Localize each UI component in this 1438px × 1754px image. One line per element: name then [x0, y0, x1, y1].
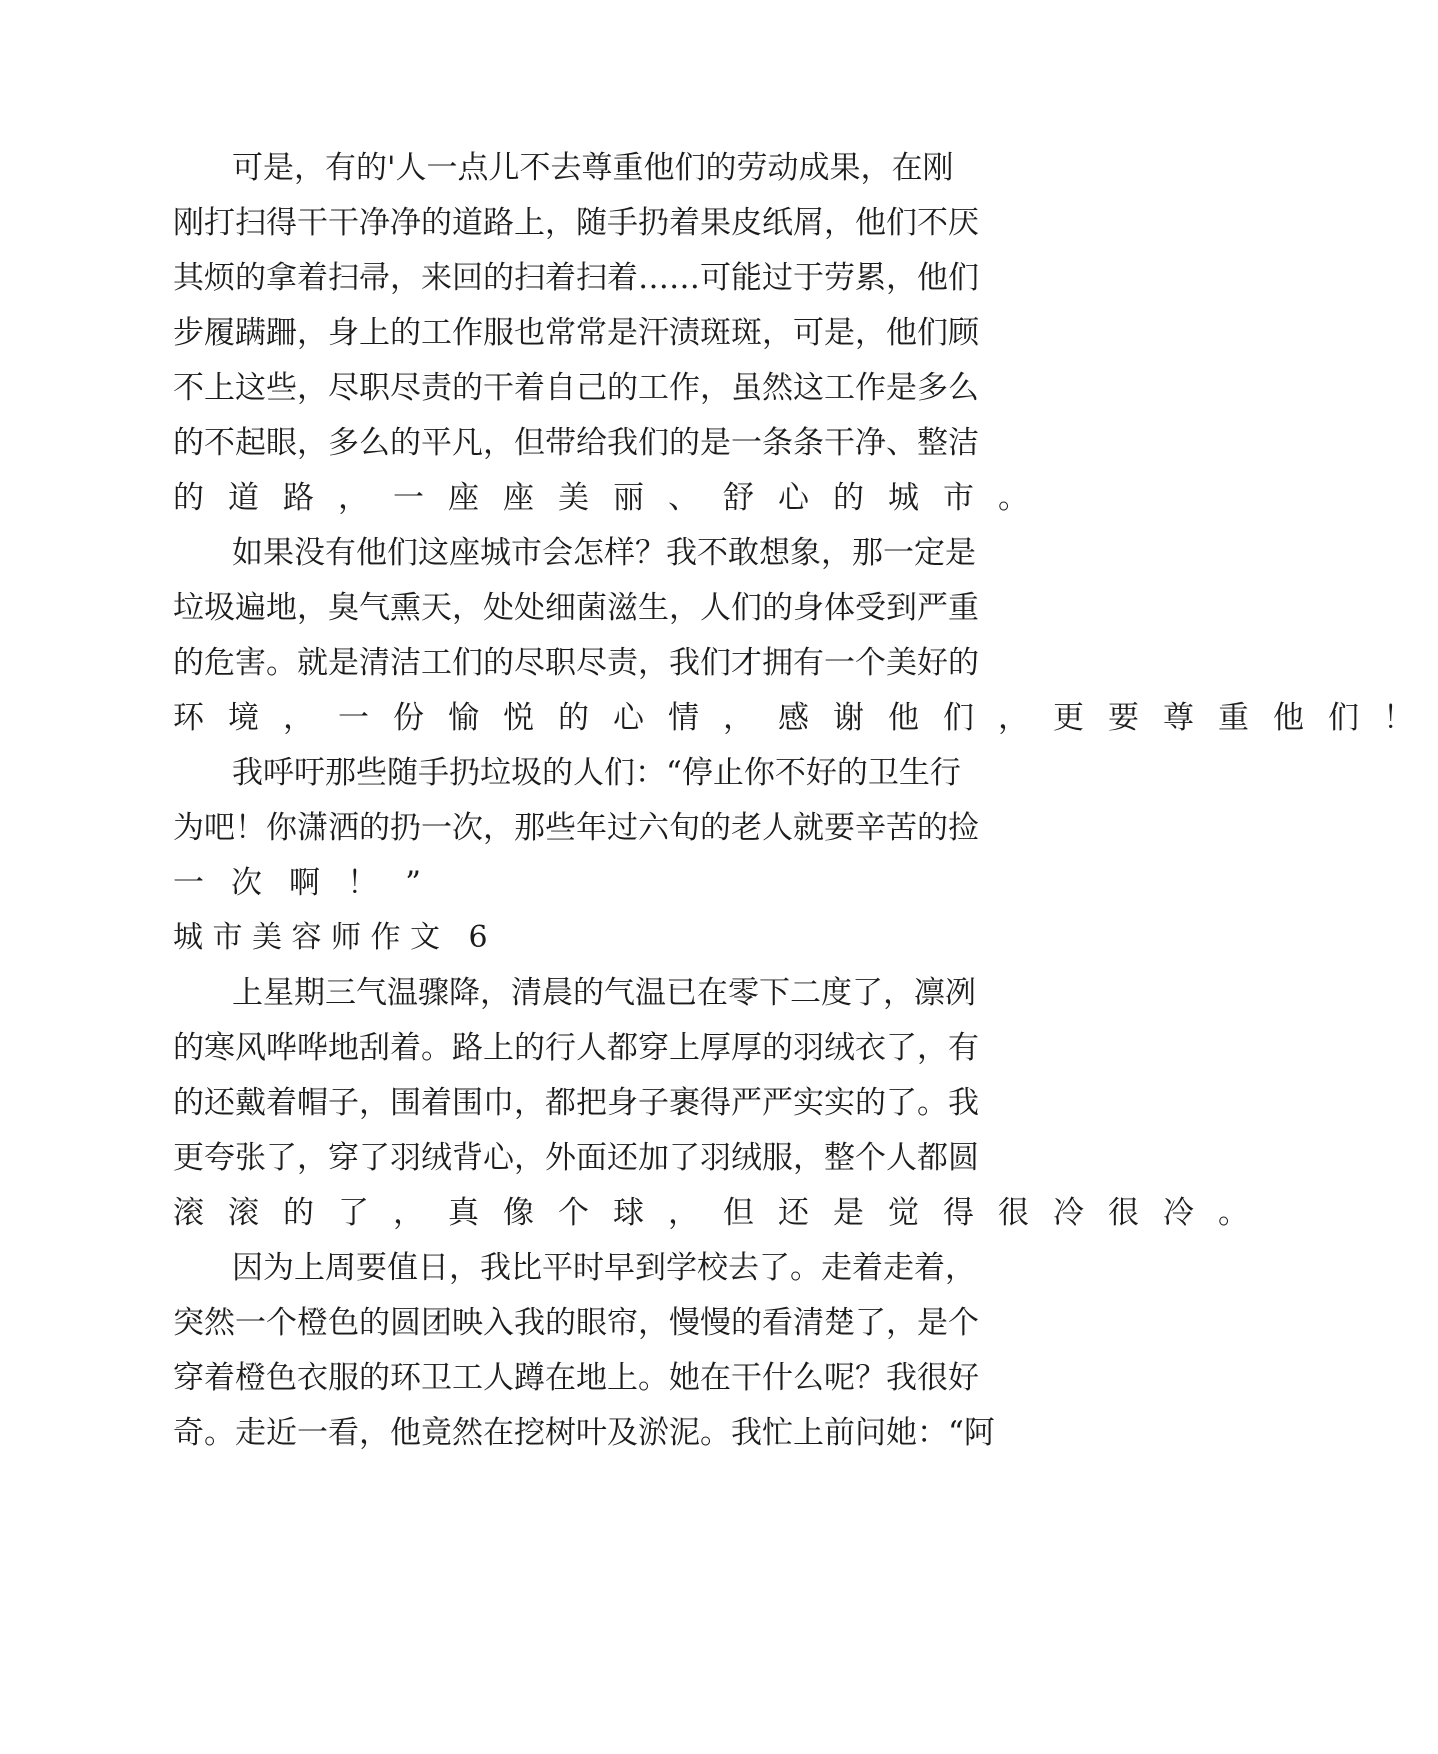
- text-line: 步履蹒跚，身上的工作服也常常是汗渍斑斑，可是，他们顾: [173, 315, 979, 351]
- text-line: 的还戴着帽子，围着围巾，都把身子裹得严严实实的了。我: [173, 1085, 979, 1121]
- text-line: 一次啊！”: [173, 865, 448, 901]
- text-line: 的道路，一座座美丽、舒心的城市。: [173, 480, 1053, 516]
- text-line: 更夸张了，穿了羽绒背心，外面还加了羽绒服，整个人都圆: [173, 1140, 979, 1176]
- text-line: 突然一个橙色的圆团映入我的眼帘，慢慢的看清楚了，是个: [173, 1305, 979, 1341]
- text-line: 奇。走近一看，他竟然在挖树叶及淤泥。我忙上前问她：“阿: [173, 1415, 995, 1451]
- text-line: 其烦的拿着扫帚，来回的扫着扫着……可能过于劳累，他们: [173, 260, 979, 296]
- text-line: 滚滚的了，真像个球，但还是觉得很冷很冷。: [173, 1195, 1273, 1231]
- text-line: 我呼吁那些随手扔垃圾的人们：“停止你不好的卫生行: [232, 755, 961, 791]
- section-heading: 城市美容师作文 6: [173, 920, 498, 955]
- text-line: 如果没有他们这座城市会怎样？我不敢想象，那一定是: [232, 535, 976, 571]
- text-line: 可是，有的'人一点儿不去尊重他们的劳动成果，在刚: [232, 150, 954, 186]
- text-line: 上星期三气温骤降，清晨的气温已在零下二度了，凛冽: [232, 975, 976, 1011]
- text-line: 为吧！你潇洒的扔一次，那些年过六旬的老人就要辛苦的捡: [173, 810, 979, 846]
- text-line: 穿着橙色衣服的环卫工人蹲在地上。她在干什么呢？我很好: [173, 1360, 979, 1396]
- text-line: 环境，一份愉悦的心情，感谢他们，更要尊重他们！: [173, 700, 1438, 736]
- text-line: 刚打扫得干干净净的道路上，随手扔着果皮纸屑，他们不厌: [173, 205, 979, 241]
- text-line: 的不起眼，多么的平凡，但带给我们的是一条条干净、整洁: [173, 425, 979, 461]
- text-line: 的危害。就是清洁工们的尽职尽责，我们才拥有一个美好的: [173, 645, 979, 681]
- text-line: 的寒风哗哗地刮着。路上的行人都穿上厚厚的羽绒衣了，有: [173, 1030, 979, 1066]
- text-line: 不上这些，尽职尽责的干着自己的工作，虽然这工作是多么: [173, 370, 979, 406]
- text-line: 因为上周要值日，我比平时早到学校去了。走着走着，: [232, 1250, 976, 1286]
- text-line: 垃圾遍地，臭气熏天，处处细菌滋生，人们的身体受到严重: [173, 590, 979, 626]
